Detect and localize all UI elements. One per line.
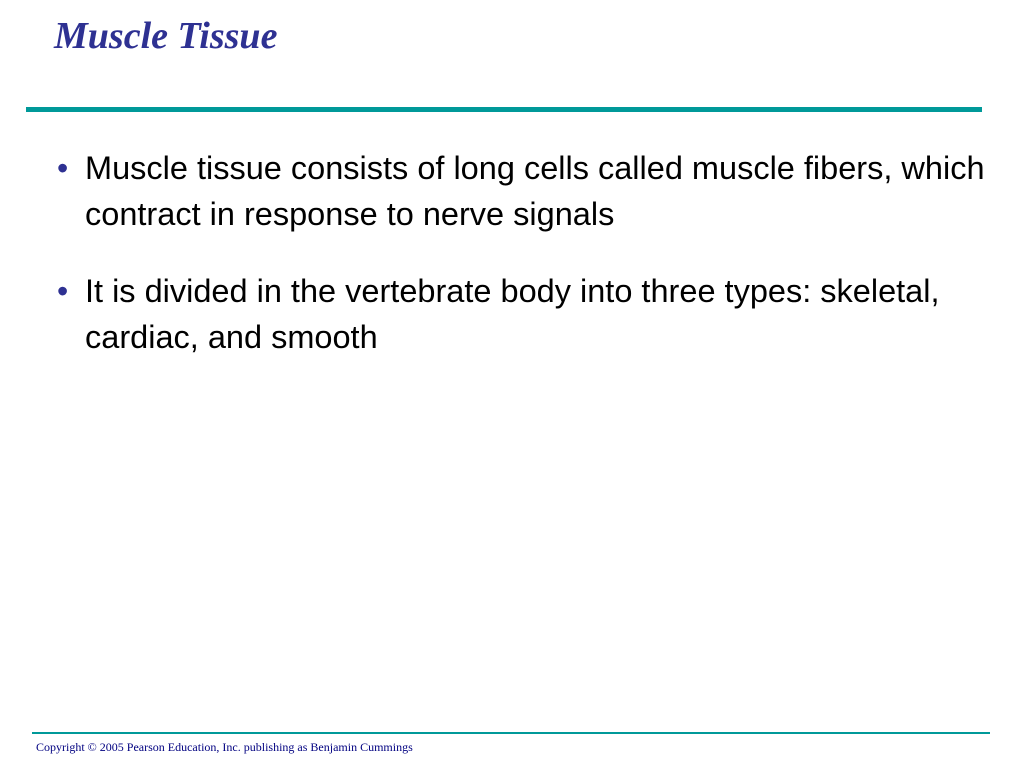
bullet-list (57, 145, 987, 391)
title-divider (26, 107, 982, 112)
bullet-icon: • (57, 273, 69, 309)
bullet-item (57, 145, 987, 237)
bullet-text: Muscle tissue consists of long cells called muscle fibers, which contract in response to nerve signals (85, 150, 985, 232)
bullet-icon: • (57, 150, 69, 186)
footer-divider (32, 732, 990, 734)
copyright-footer: Copyright © 2005 Pearson Education, Inc. publishing as Benjamin Cummings (36, 740, 413, 754)
bullet-text: It is divided in the vertebrate body into three types: skeletal, cardiac, and smooth (85, 273, 940, 355)
bullet-item (57, 268, 987, 360)
slide-title: Muscle Tissue (54, 15, 278, 57)
